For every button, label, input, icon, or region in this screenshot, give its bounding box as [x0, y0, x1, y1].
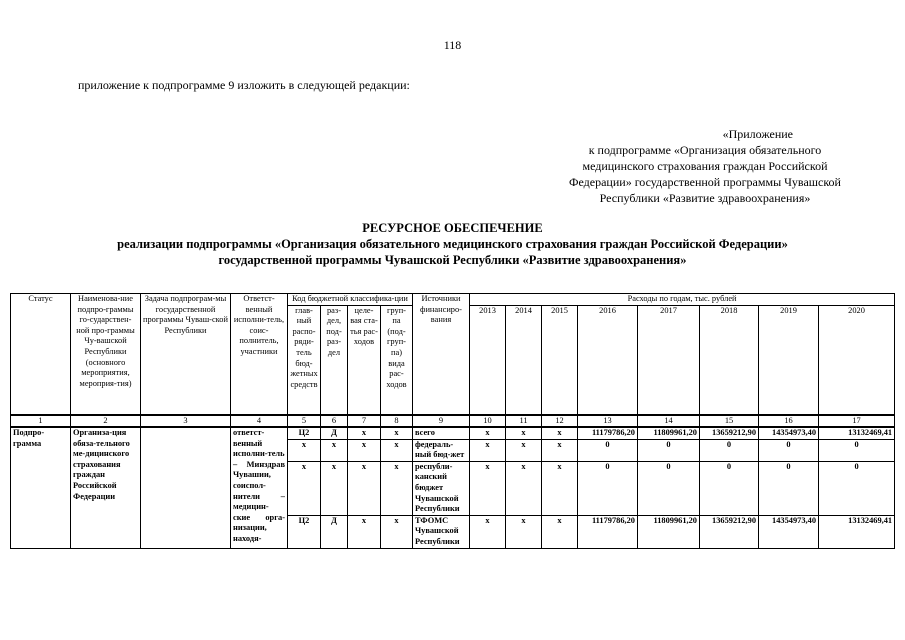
header-task: Задача подпрограм-мы государственной программы Чуваш-ской Республики [141, 294, 231, 416]
value-cell: х [506, 461, 542, 515]
code-cell: х [288, 439, 321, 461]
code-cell: х [321, 461, 348, 515]
value-cell: 0 [638, 461, 700, 515]
column-number: 17 [819, 415, 895, 427]
code-cell: Д [321, 427, 348, 439]
appendix-heading [535, 126, 875, 206]
source-cell: республи-канский бюджет Чувашской Республики [413, 461, 470, 515]
value-cell: 13132469,41 [819, 515, 895, 548]
code-cell: х [348, 427, 381, 439]
header-code-sub: целе-вая ста-тья рас-ходов [348, 305, 381, 415]
appendix-line: «Приложение [722, 127, 793, 141]
column-number: 3 [141, 415, 231, 427]
value-cell: 0 [638, 439, 700, 461]
value-cell: 0 [700, 439, 759, 461]
title-line: РЕСУРСНОЕ ОБЕСПЕЧЕНИЕ [362, 221, 543, 235]
header-code-sub: глав-ный распо-ряди-тель бюд-жетных средств [288, 305, 321, 415]
header-year: 2018 [700, 305, 759, 415]
code-cell: х [381, 439, 413, 461]
column-number: 13 [578, 415, 638, 427]
value-cell: 11179786,20 [578, 427, 638, 439]
intro-text: приложение к подпрограмме 9 изложить в следующей редакции: [78, 78, 410, 92]
subprogram-name-cell: Организа-ция обяза-тельного ме-дицинского страхования граждан Российской Федерации [71, 427, 141, 548]
source-cell: всего [413, 427, 470, 439]
value-cell: х [542, 427, 578, 439]
code-cell: х [348, 515, 381, 548]
value-cell: х [470, 461, 506, 515]
header-year: 2017 [638, 305, 700, 415]
value-cell: 13132469,41 [819, 427, 895, 439]
resource-table [10, 293, 895, 549]
column-number: 10 [470, 415, 506, 427]
column-number: 16 [759, 415, 819, 427]
value-cell: 13659212,90 [700, 427, 759, 439]
value-cell: 11179786,20 [578, 515, 638, 548]
value-cell: 0 [759, 439, 819, 461]
code-cell: х [381, 461, 413, 515]
code-cell: Ц2 [288, 427, 321, 439]
task-cell [141, 427, 231, 548]
value-cell: 0 [578, 439, 638, 461]
title-line: реализации подпрограммы «Организация обязательного медицинского страхования граждан Российской Федерации» [117, 237, 788, 251]
value-cell: 13659212,90 [700, 515, 759, 548]
value-cell: х [506, 427, 542, 439]
column-number: 7 [348, 415, 381, 427]
header-status: Статус [11, 294, 71, 416]
value-cell: х [506, 515, 542, 548]
header-year: 2019 [759, 305, 819, 415]
value-cell: х [470, 439, 506, 461]
table-row [11, 427, 895, 439]
code-cell: х [288, 461, 321, 515]
header-year: 2016 [578, 305, 638, 415]
responsible-cell: ответст-венный исполни-тель – Минздрав Чувашии, соиспол-нители – медицин-ские орга-низации, находя- [231, 427, 288, 548]
code-cell: х [321, 439, 348, 461]
column-number: 5 [288, 415, 321, 427]
code-cell: Ц2 [288, 515, 321, 548]
appendix-line: Республики «Развитие здравоохранения» [599, 191, 811, 205]
source-cell: ТФОМС Чувашской Республики [413, 515, 470, 548]
appendix-line: к подпрограмме «Организация обязательного [588, 143, 822, 157]
header-row [11, 294, 895, 306]
value-cell: х [542, 515, 578, 548]
column-number: 12 [542, 415, 578, 427]
appendix-line: Федерации» государственной программы Чувашской [569, 175, 841, 189]
header-expenses: Расходы по годам, тыс. рублей [470, 294, 895, 306]
header-budget-code: Код бюджетной классифика-ции [288, 294, 413, 306]
value-cell: 14354973,40 [759, 427, 819, 439]
header-year: 2015 [542, 305, 578, 415]
document-title [0, 220, 905, 268]
column-number: 6 [321, 415, 348, 427]
value-cell: х [470, 515, 506, 548]
value-cell: 0 [700, 461, 759, 515]
source-cell: федераль-ный бюд-жет [413, 439, 470, 461]
title-line: государственной программы Чувашской Республики «Развитие здравоохранения» [218, 253, 687, 267]
appendix-line: медицинского страхования граждан Российской [582, 159, 828, 173]
column-number: 15 [700, 415, 759, 427]
code-cell: х [381, 515, 413, 548]
column-number-row [11, 415, 895, 427]
value-cell: х [470, 427, 506, 439]
column-number: 9 [413, 415, 470, 427]
column-number: 1 [11, 415, 71, 427]
value-cell: 14354973,40 [759, 515, 819, 548]
column-number: 2 [71, 415, 141, 427]
column-number: 14 [638, 415, 700, 427]
header-code-sub: раз-дел, под-раз-дел [321, 305, 348, 415]
header-responsible: Ответст-венный исполни-тель, соис-полнитель, участники [231, 294, 288, 416]
code-cell: х [381, 427, 413, 439]
column-number: 11 [506, 415, 542, 427]
value-cell: х [542, 461, 578, 515]
value-cell: х [506, 439, 542, 461]
value-cell: 0 [819, 461, 895, 515]
column-number: 4 [231, 415, 288, 427]
value-cell: 0 [578, 461, 638, 515]
value-cell: 0 [759, 461, 819, 515]
header-year: 2013 [470, 305, 506, 415]
status-cell: Подпро-грамма [11, 427, 71, 548]
value-cell: х [542, 439, 578, 461]
code-cell: х [348, 461, 381, 515]
column-number: 8 [381, 415, 413, 427]
header-code-sub: груп-па (под-груп-па) вида рас-ходов [381, 305, 413, 415]
header-name: Наименова-ние подпро-граммы го-сударствен-ной про-граммы Чу-вашской Республики (основного мероприятия, мероприя-тия) [71, 294, 141, 416]
header-sources: Источники финансиро-вания [413, 294, 470, 416]
code-cell: Д [321, 515, 348, 548]
header-year: 2020 [819, 305, 895, 415]
page-number: 118 [443, 38, 462, 52]
code-cell: х [348, 439, 381, 461]
value-cell: 11809961,20 [638, 515, 700, 548]
header-year: 2014 [506, 305, 542, 415]
value-cell: 11809961,20 [638, 427, 700, 439]
value-cell: 0 [819, 439, 895, 461]
